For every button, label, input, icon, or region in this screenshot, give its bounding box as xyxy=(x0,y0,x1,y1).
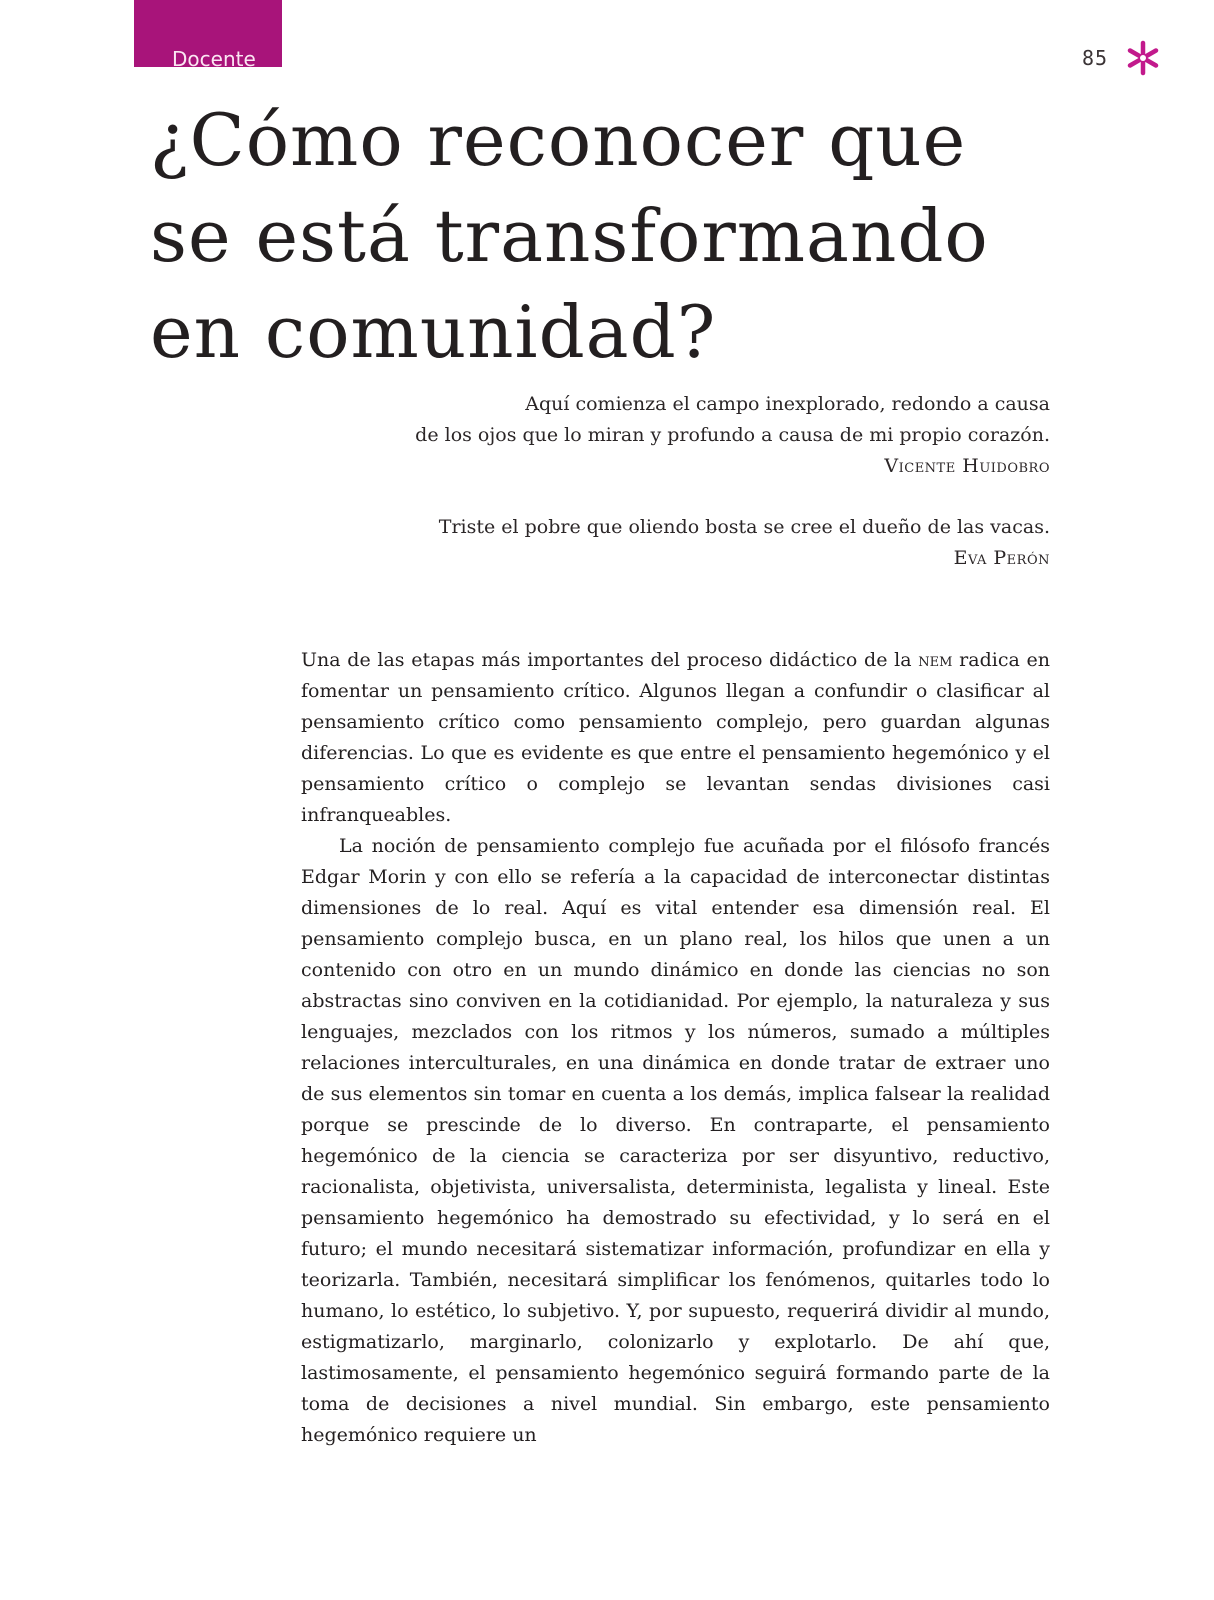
page-number: 85 xyxy=(1082,46,1109,70)
epigraph-line: Triste el pobre que oliendo bosta se cree el dueño de las vacas. xyxy=(438,516,1050,538)
title-line: se está transformando xyxy=(150,194,989,278)
epigraph-author: Vicente Huidobro xyxy=(884,455,1050,477)
page-title xyxy=(150,92,1150,380)
epigraph-line: Aquí comienza el campo inexplorado, redondo a causa xyxy=(525,393,1050,415)
section-tab xyxy=(134,0,282,67)
title-line: en comunidad? xyxy=(150,290,717,374)
title-line: ¿Cómo reconocer que xyxy=(150,98,967,182)
section-tab-label: Docente xyxy=(172,47,256,67)
paragraph: Una de las etapas más importantes del proceso didáctico de la nem radica en fomentar un pensamiento crítico. Algunos llegan a confundir o clasificar al pensamiento crítico como pensamiento complejo, pero guardan algunas diferencias. Lo que es evidente es que entre el pensamiento hegemónico y el pensamiento crítico o complejo se levantan sendas divisiones casi infranqueables. xyxy=(301,649,1050,826)
epigraph-line: de los ojos que lo miran y profundo a causa de mi propio corazón. xyxy=(415,424,1050,446)
epigraph-peron xyxy=(350,512,1050,574)
epigraph-author: Eva Perón xyxy=(953,547,1050,569)
acronym-nem: nem xyxy=(918,649,953,671)
epigraph-huidobro xyxy=(350,389,1050,482)
body-text xyxy=(301,645,1050,1451)
paragraph: La noción de pensamiento complejo fue acuñada por el filósofo francés Edgar Morin y con ello se refería a la capacidad de interconectar distintas dimensiones de lo real. Aquí es vital entender esa dimensión real. El pensamiento complejo busca, en un plano real, los hilos que unen a un contenido con otro en un mundo dinámico en donde las ciencias no son abstractas sino conviven en la cotidianidad. Por ejemplo, la naturaleza y sus lenguajes, mezclados con los ritmos y los números, sumado a múltiples relaciones interculturales, en una dinámica en donde tratar de extraer uno de sus elementos sin tomar en cuenta a los demás, implica falsear la realidad porque se prescinde de lo diverso. En contraparte, el pensamiento hegemónico de la ciencia se caracteriza por ser disyuntivo, reductivo, racionalista, objetivista, universalista, determinista, legalista y lineal. Este pensamiento hegemónico ha demostrado su efectividad, y lo será en el futuro; el mundo necesitará sistematizar información, profundizar en ella y teorizarla. También, necesitará simplificar los fenómenos, quitarles todo lo humano, lo estético, lo subjetivo. Y, por supuesto, requerirá dividir al mundo, estigmatizarlo, marginarlo, colonizarlo y explotarlo. De ahí que, lastimosamente, el pensamiento hegemónico seguirá formando parte de la toma de decisiones a nivel mundial. Sin embargo, este pensamiento hegemónico requiere un xyxy=(301,835,1050,1446)
asterisk-icon xyxy=(1125,40,1161,76)
